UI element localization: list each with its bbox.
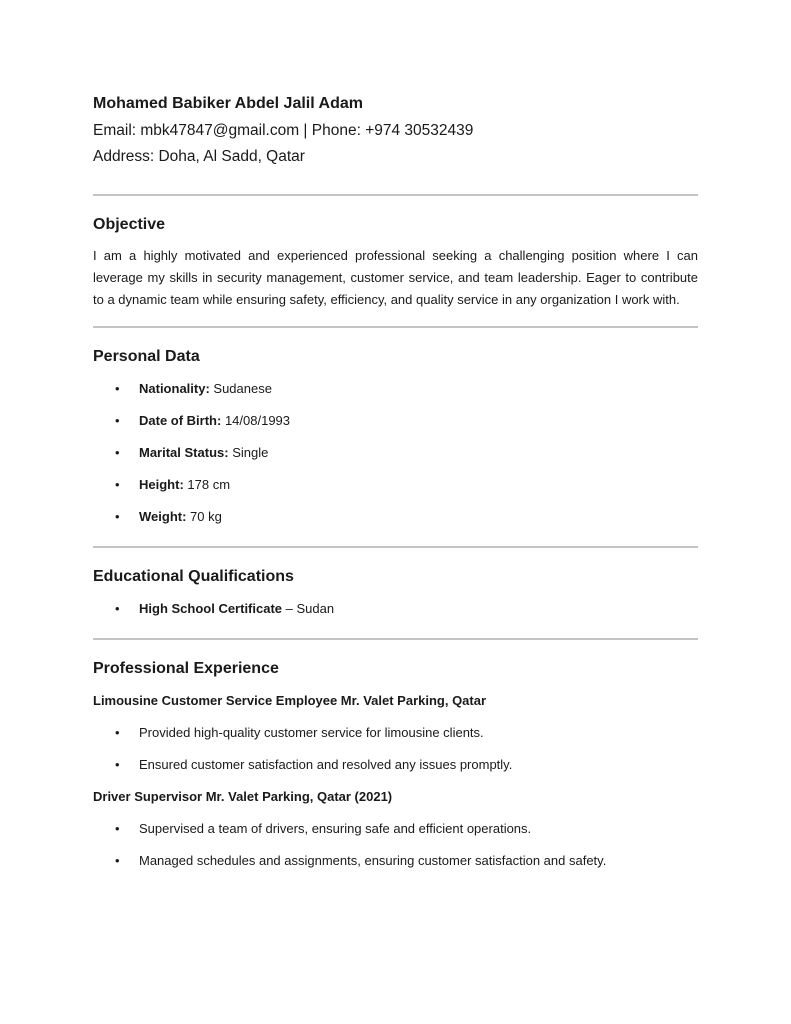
bullet-icon: • [115, 413, 120, 428]
section-divider [93, 546, 698, 548]
item-label: High School Certificate [139, 601, 283, 616]
list-item [93, 476, 698, 494]
item-value: Single [228, 445, 269, 460]
item-label: Date of Birth: [139, 413, 222, 428]
list-item [93, 444, 698, 462]
personal-data-title: Personal Data [93, 348, 200, 365]
list-item [93, 412, 698, 430]
personal-data-list [93, 380, 698, 526]
section-divider [93, 326, 698, 328]
item-value: 14/08/1993 [221, 413, 291, 428]
objective-title: Objective [93, 216, 166, 233]
item-label: Marital Status: [139, 445, 229, 460]
list-item [93, 820, 698, 838]
education-list [93, 600, 698, 618]
job-title: Limousine Customer Service Employee Mr. Valet Parking, Qatar [93, 693, 487, 708]
list-item [93, 852, 698, 870]
bullet-icon: • [115, 725, 120, 740]
bullet-icon: • [115, 601, 120, 616]
education-title: Educational Qualifications [93, 568, 294, 585]
job-title: Driver Supervisor Mr. Valet Parking, Qatar (2021) [93, 789, 393, 804]
item-label: Nationality: [139, 381, 210, 396]
contact-line: Email: mbk47847@gmail.com | Phone: +974 30532439 [93, 122, 474, 139]
job-duties-list [93, 820, 698, 870]
bullet-icon: • [115, 509, 120, 524]
bullet-icon: • [115, 757, 120, 772]
objective-text: I am a highly motivated and experienced professional seeking a challenging position where I can leverage my skills in security management, customer service, and team leadership. Eager to contribute to a dynamic team while ensuring safety, efficiency, and quality service in any organization I work with. [93, 248, 698, 307]
job-duties-list [93, 724, 698, 774]
item-label: Height: [139, 477, 184, 492]
list-item [93, 724, 698, 742]
bullet-icon: • [115, 477, 120, 492]
duty-text: Managed schedules and assignments, ensuring customer satisfaction and safety. [139, 853, 607, 868]
list-item [93, 380, 698, 398]
duty-text: Supervised a team of drivers, ensuring safe and efficient operations. [139, 821, 532, 836]
item-value: 178 cm [183, 477, 231, 492]
list-item [93, 756, 698, 774]
address-line: Address: Doha, Al Sadd, Qatar [93, 148, 305, 165]
item-value: Sudanese [209, 381, 272, 396]
item-value: 70 kg [186, 509, 222, 524]
candidate-name: Mohamed Babiker Abdel Jalil Adam [93, 95, 363, 112]
item-label: Weight: [139, 509, 187, 524]
resume-content [93, 93, 698, 870]
section-divider [93, 194, 698, 196]
bullet-icon: • [115, 853, 120, 868]
bullet-icon: • [115, 821, 120, 836]
duty-text: Provided high-quality customer service for limousine clients. [139, 725, 484, 740]
bullet-icon: • [115, 445, 120, 460]
list-item [93, 508, 698, 526]
duty-text: Ensured customer satisfaction and resolved any issues promptly. [139, 757, 513, 772]
list-item [93, 600, 698, 618]
item-value: – Sudan [282, 601, 335, 616]
section-divider [93, 638, 698, 640]
experience-title: Professional Experience [93, 660, 279, 677]
bullet-icon: • [115, 381, 120, 396]
